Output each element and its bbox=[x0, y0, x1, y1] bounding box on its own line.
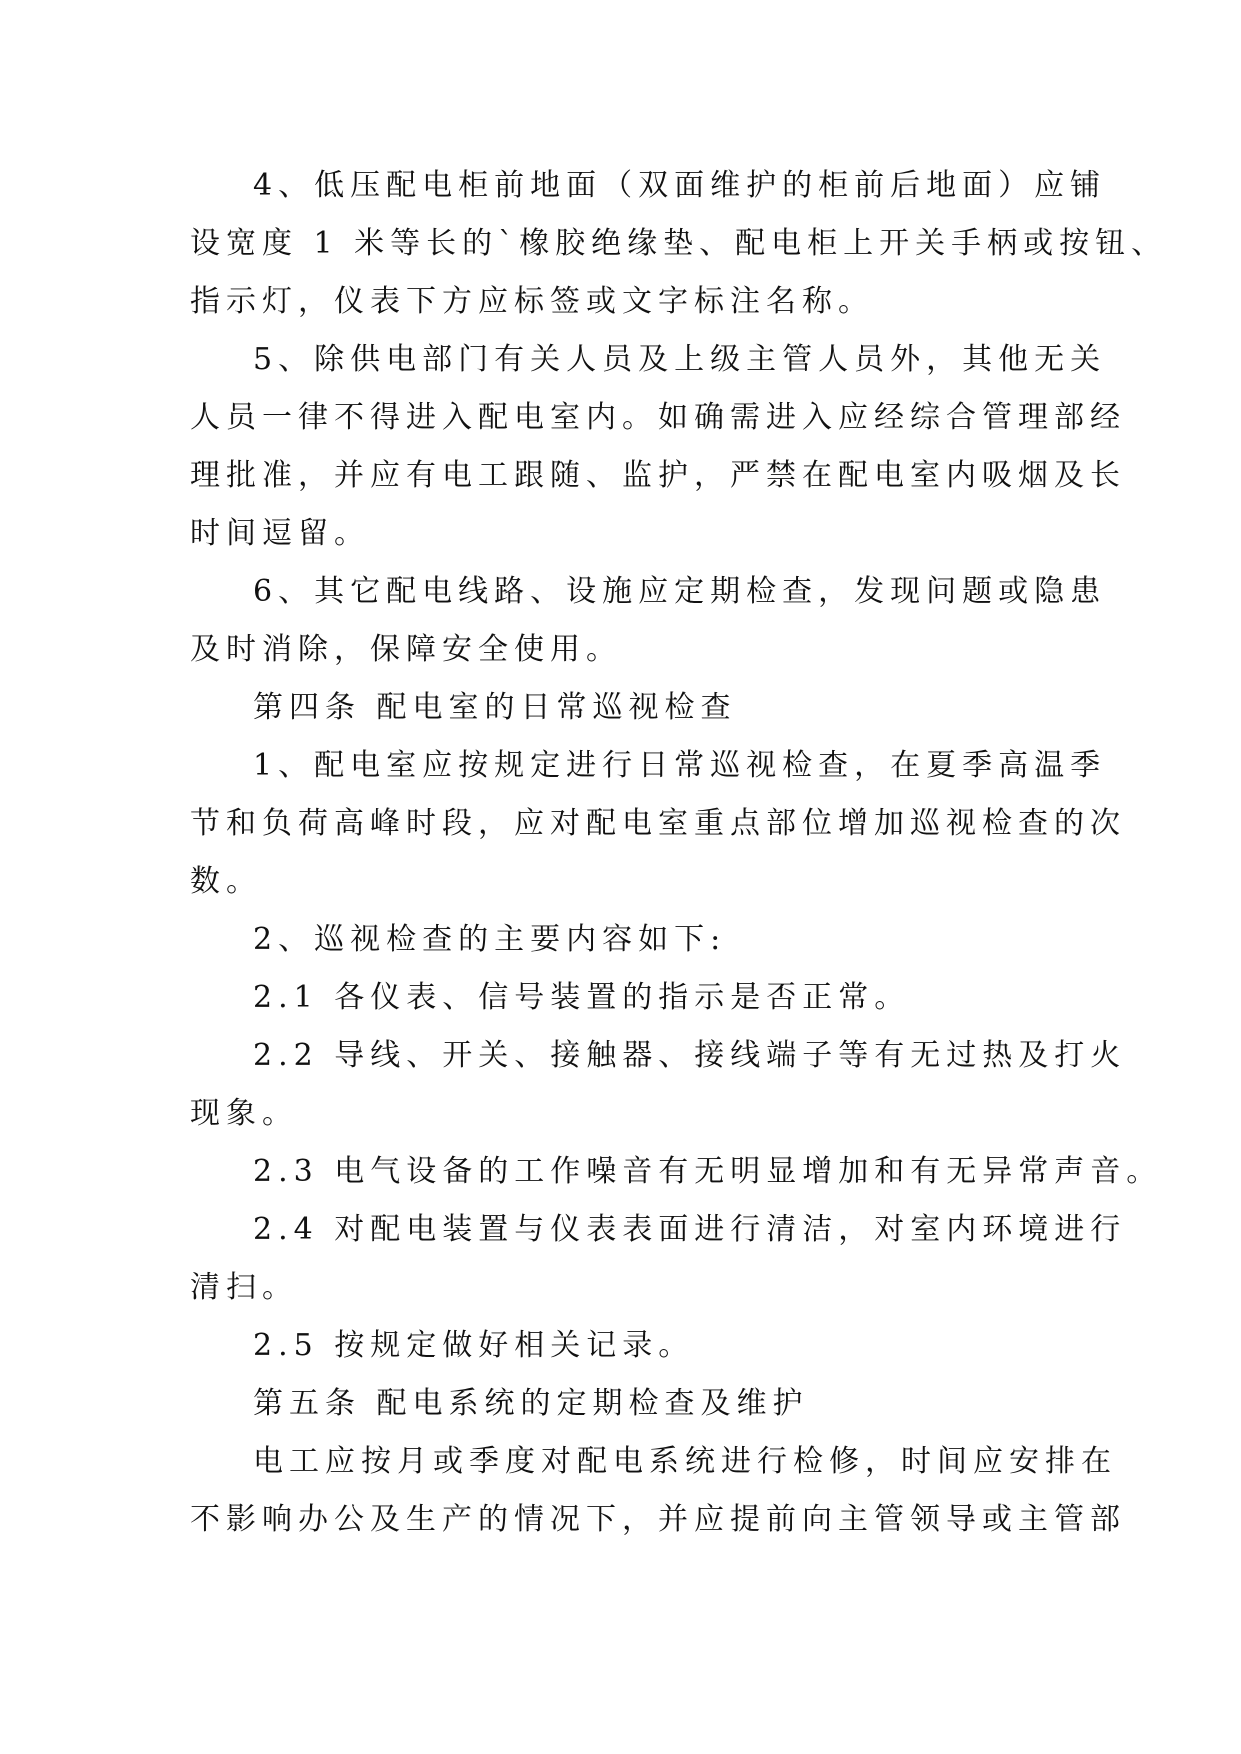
paragraph-5-line-1: 5、除供电部门有关人员及上级主管人员外，其他无关 bbox=[253, 342, 1107, 377]
article-5-line-1: 电工应按月或季度对配电系统进行检修，时间应安排在 bbox=[253, 1444, 1117, 1479]
paragraph-6-line-2: 及时消除，保障安全使用。 bbox=[190, 632, 622, 667]
item-1-line-1: 1、配电室应按规定进行日常巡视检查，在夏季高温季 bbox=[253, 748, 1107, 783]
paragraph-4-line-1: 4、低压配电柜前地面（双面维护的柜前后地面）应铺 bbox=[253, 168, 1107, 203]
item-1-line-2: 节和负荷高峰时段，应对配电室重点部位增加巡视检查的次 bbox=[190, 806, 1126, 841]
paragraph-4-line-3: 指示灯，仪表下方应标签或文字标注名称。 bbox=[190, 284, 874, 319]
item-2-intro: 2、巡视检查的主要内容如下: bbox=[253, 922, 727, 957]
item-2-3: 2.3 电气设备的工作噪音有无明显增加和有无异常声音。 bbox=[253, 1154, 1163, 1189]
paragraph-5-line-3: 理批准，并应有电工跟随、监护，严禁在配电室内吸烟及长 bbox=[190, 458, 1126, 493]
paragraph-6-line-1: 6、其它配电线路、设施应定期检查，发现问题或隐患 bbox=[253, 574, 1107, 609]
paragraph-4-line-2: 设宽度 1 米等长的`橡胶绝缘垫、配电柜上开关手柄或按钮、 bbox=[190, 226, 1168, 261]
item-2-1: 2.1 各仪表、信号装置的指示是否正常。 bbox=[253, 980, 911, 1015]
item-2-2-line-1: 2.2 导线、开关、接触器、接线端子等有无过热及打火 bbox=[253, 1038, 1127, 1073]
item-2-4-line-1: 2.4 对配电装置与仪表表面进行清洁，对室内环境进行 bbox=[253, 1212, 1127, 1247]
item-2-4-line-2: 清扫。 bbox=[190, 1270, 298, 1305]
article-5-heading: 第五条 配电系统的定期检查及维护 bbox=[253, 1386, 809, 1421]
paragraph-5-line-2: 人员一律不得进入配电室内。如确需进入应经综合管理部经 bbox=[190, 400, 1126, 435]
paragraph-5-line-4: 时间逗留。 bbox=[190, 516, 370, 551]
item-2-5: 2.5 按规定做好相关记录。 bbox=[253, 1328, 695, 1363]
article-4-heading: 第四条 配电室的日常巡视检查 bbox=[253, 690, 737, 725]
article-5-line-2: 不影响办公及生产的情况下，并应提前向主管领导或主管部 bbox=[190, 1502, 1126, 1537]
item-1-line-3: 数。 bbox=[190, 864, 262, 899]
item-2-2-line-2: 现象。 bbox=[190, 1096, 298, 1131]
